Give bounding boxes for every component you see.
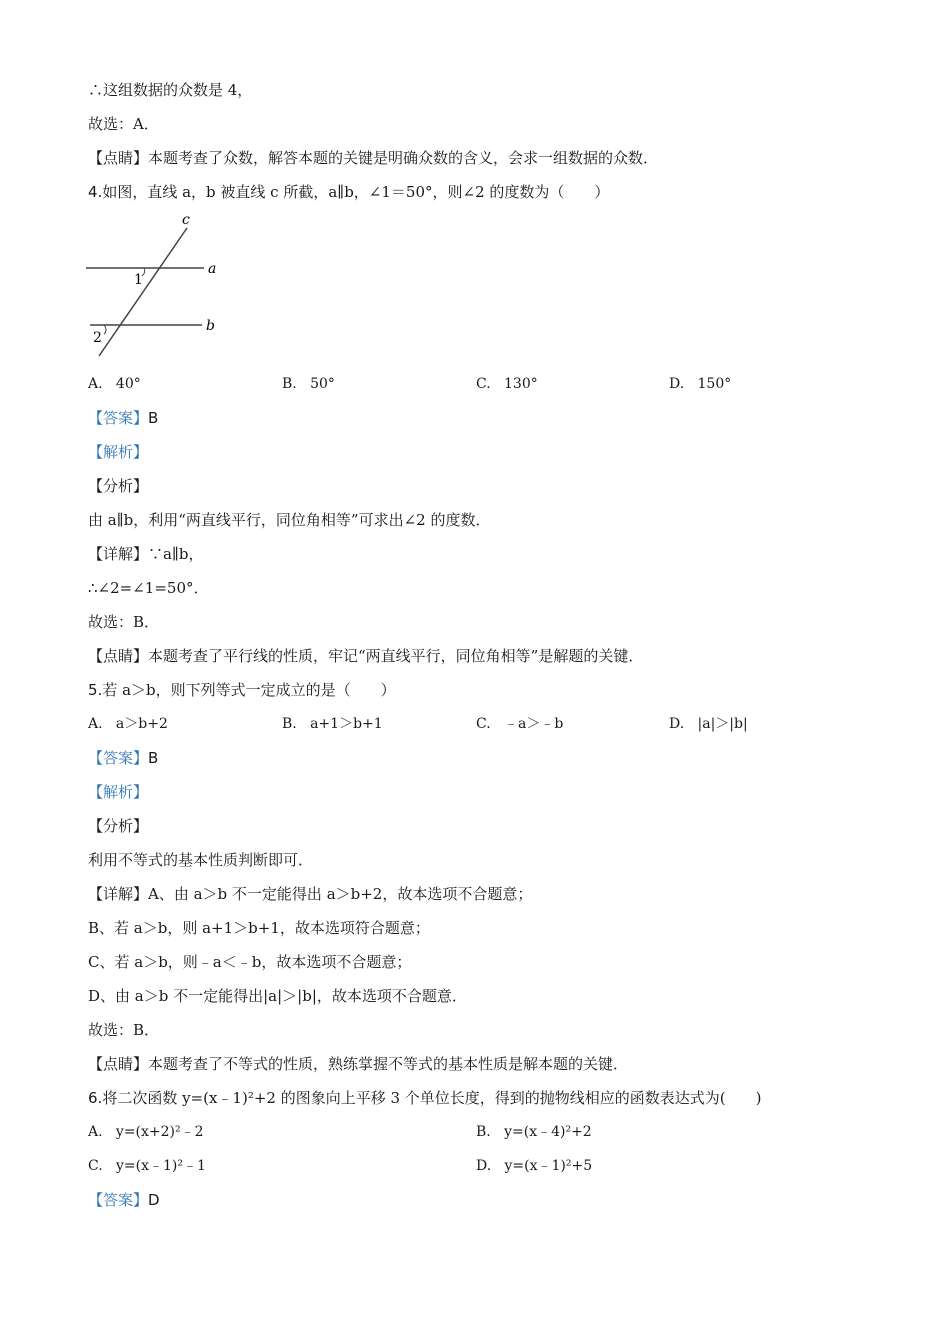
option-a: A. a＞b+2: [88, 716, 168, 732]
answer-line: [88, 407, 158, 429]
xiangjie-text: A、由 a＞b 不一定能得出 a＞b+2，故本选项不合题意；: [148, 885, 533, 903]
question-number: 6.: [88, 1089, 103, 1107]
answer-tag: 【答案】: [88, 749, 149, 767]
fenxi-text: 由 a∥b，利用“两直线平行，同位角相等”可求出∠2 的度数．: [88, 511, 491, 529]
option-d: D. 150°: [669, 376, 732, 392]
option-b: B. y=(x﹣4)²+2: [476, 1124, 592, 1140]
jiexi-tag: 【解析】: [88, 443, 149, 461]
label-angle-2: 2: [93, 330, 102, 346]
option-a: A. 40°: [88, 376, 141, 392]
dianjing-line: [88, 645, 643, 667]
question-text: 若 a＞b，则下列等式一定成立的是（ ）: [102, 681, 396, 699]
fenxi-tag: 【分析】: [88, 477, 149, 495]
text-line: ∴这组数据的众数是 4，: [88, 81, 253, 99]
solution-step-c: C、若 a＞b，则﹣a＜﹣b，故本选项不合题意；: [88, 953, 412, 971]
option-c: C. ﹣a＞﹣b: [476, 716, 564, 732]
option-c: C. 130°: [476, 376, 538, 392]
answer-value: B: [148, 749, 159, 767]
jiexi-tag: 【解析】: [88, 783, 149, 801]
xiangjie-text: ∵a∥b，: [148, 545, 204, 563]
label-b: b: [206, 318, 215, 334]
dianjing-tag: 【点睛】: [88, 647, 149, 665]
solution-step-d: D、由 a＞b 不一定能得出|a|＞|b|，故本选项不合题意．: [88, 987, 467, 1005]
option-d: D. y=(x﹣1)²+5: [476, 1158, 593, 1174]
question-6: [88, 1087, 762, 1109]
choose-line: 故选：B．: [88, 613, 160, 631]
option-a: A. y=(x+2)²﹣2: [88, 1124, 204, 1140]
dianjing-text: 本题考查了不等式的性质，熟练掌握不等式的基本性质是解本题的关键．: [148, 1055, 629, 1073]
xiangjie-line: [88, 883, 532, 905]
dianjing-line: [88, 1053, 628, 1075]
question-text: 将二次函数 y=(x﹣1)²+2 的图象向上平移 3 个单位长度，得到的抛物线相应的函数表达式为( ): [102, 1089, 762, 1107]
question-text: 如图，直线 a，b 被直线 c 所截，a∥b，∠1＝50°，则∠2 的度数为（ ）: [102, 183, 610, 201]
option-b: B. a+1＞b+1: [282, 716, 383, 732]
text-line: 故选：A．: [88, 115, 159, 133]
dianjing-tag: 【点睛】: [88, 149, 149, 167]
answer-tag: 【答案】: [88, 409, 149, 427]
text-line: [88, 147, 658, 169]
option-d: D. |a|＞|b|: [669, 716, 748, 732]
answer-line: [88, 1189, 160, 1211]
option-b: B. 50°: [282, 376, 335, 392]
question-5: [88, 679, 396, 701]
fenxi-tag: 【分析】: [88, 817, 149, 835]
angle-2-arc: [104, 325, 106, 334]
answer-value: D: [148, 1191, 160, 1209]
option-c: C. y=(x﹣1)²﹣1: [88, 1158, 206, 1174]
answer-line: [88, 747, 158, 769]
parallel-lines-figure: [84, 211, 224, 359]
question-number: 4.: [88, 183, 103, 201]
dianjing-tag: 【点睛】: [88, 1055, 149, 1073]
answer-value: B: [148, 409, 159, 427]
choose-line: 故选：B．: [88, 1021, 160, 1039]
label-c: c: [182, 212, 190, 228]
question-number: 5.: [88, 681, 103, 699]
dianjing-text: 本题考查了众数，解答本题的关键是明确众数的含义，会求一组数据的众数．: [148, 149, 659, 167]
label-angle-1: 1: [134, 272, 143, 288]
line-c: [99, 228, 187, 356]
label-a: a: [208, 261, 217, 277]
solution-step-b: B、若 a＞b，则 a+1＞b+1，故本选项符合题意；: [88, 919, 430, 937]
xiangjie-line: [88, 543, 204, 565]
answer-tag: 【答案】: [88, 1191, 149, 1209]
solution-step: ∴∠2=∠1=50°．: [88, 579, 209, 597]
xiangjie-tag: 【详解】: [88, 885, 149, 903]
xiangjie-tag: 【详解】: [88, 545, 149, 563]
question-4: [88, 181, 609, 203]
fenxi-text: 利用不等式的基本性质判断即可．: [88, 851, 314, 869]
dianjing-text: 本题考查了平行线的性质，牢记“两直线平行，同位角相等”是解题的关键．: [148, 647, 644, 665]
